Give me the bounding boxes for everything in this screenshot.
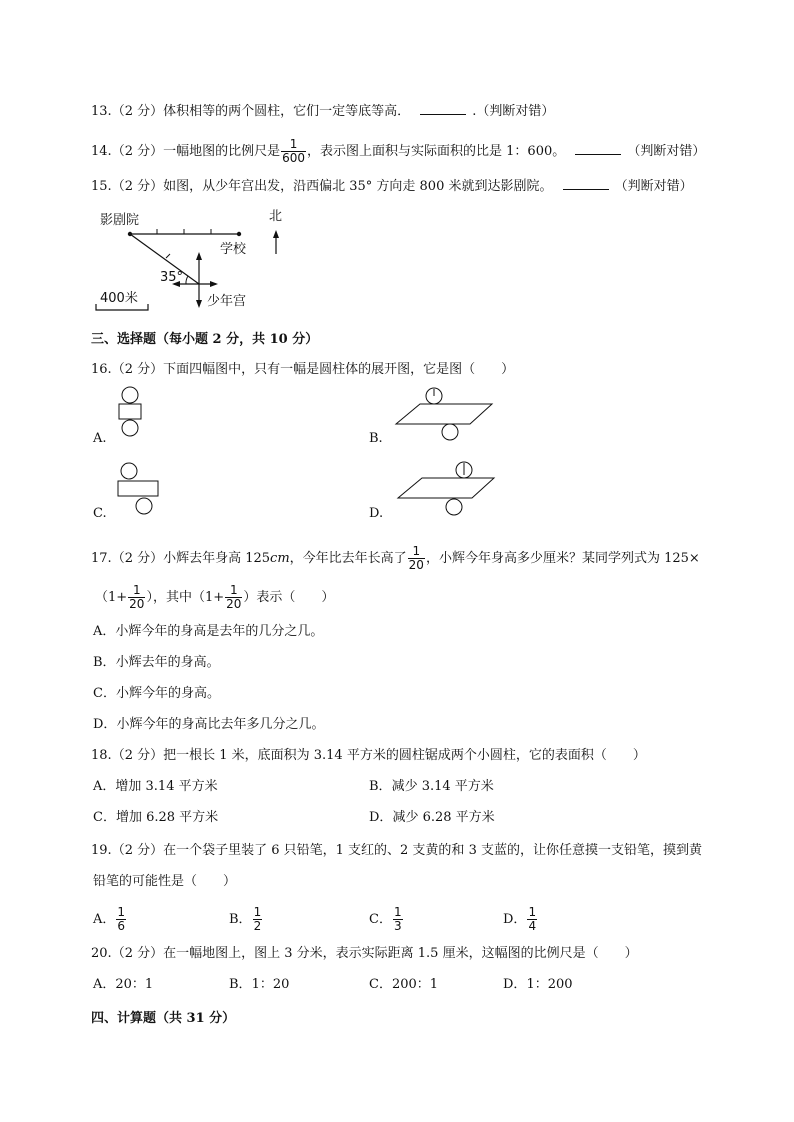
option-label: B． — [369, 779, 392, 794]
question-19 — [91, 843, 702, 859]
question-15 — [91, 177, 693, 195]
section-3-heading: 三、选择题（每小题 2 分，共 10 分） — [91, 332, 319, 347]
top-circle — [121, 463, 137, 479]
option-text: 200：1 — [391, 977, 439, 992]
fraction-numerator: 1 — [393, 905, 402, 919]
question-number: 20. — [91, 946, 112, 961]
option-label: A． — [93, 624, 116, 639]
question-17-line2 — [95, 584, 334, 611]
option-label: C． — [369, 977, 392, 992]
question-tail: （判断对错） — [627, 144, 706, 159]
fraction — [253, 906, 263, 933]
question-points: （2 分） — [111, 179, 164, 194]
fraction-denominator: 3 — [393, 919, 402, 933]
question-text: ）表示（ ） — [243, 590, 335, 605]
fraction-denominator: 600 — [282, 151, 306, 165]
q20-option-c[interactable] — [369, 977, 438, 993]
fraction-numerator: 1 — [229, 583, 238, 597]
fraction-numerator: 1 — [528, 905, 537, 919]
answer-blank[interactable] — [420, 102, 466, 115]
option-text: 小辉今年的身高是去年的几分之几。 — [115, 624, 324, 639]
question-20 — [91, 946, 638, 962]
question-number: 13. — [91, 104, 112, 119]
q20-option-a[interactable] — [93, 977, 153, 993]
option-label: A． — [93, 779, 116, 794]
bottom-circle — [122, 420, 138, 436]
q18-option-d[interactable] — [369, 810, 495, 826]
fraction — [527, 906, 537, 933]
option-label: A． — [93, 977, 116, 992]
youth-palace-label: 少年宫 — [207, 294, 247, 309]
q19-option-b[interactable] — [229, 903, 263, 937]
option-label: C． — [93, 810, 116, 825]
question-points: （2 分） — [111, 104, 164, 119]
question-points: （2 分） — [111, 551, 164, 566]
south-arrow-icon — [196, 300, 202, 308]
q17-option-b[interactable] — [93, 655, 220, 671]
north-label: 北 — [269, 209, 283, 224]
q19-option-c[interactable] — [369, 903, 404, 937]
option-label: A． — [93, 912, 116, 927]
fraction-numerator: 1 — [117, 905, 126, 919]
question-tail: （判断对错） — [614, 179, 693, 194]
fraction — [116, 906, 126, 933]
option-text: 20：1 — [115, 977, 154, 992]
answer-blank[interactable] — [563, 177, 609, 190]
question-text: ），其中（1+ — [146, 590, 225, 605]
bottom-circle — [136, 498, 152, 514]
north-indicator-icon — [273, 230, 279, 238]
option-label: C． — [93, 686, 116, 701]
question-text: （1+ — [95, 590, 128, 605]
option-text: 小辉去年的身高。 — [115, 655, 220, 670]
q17-option-c[interactable] — [93, 686, 220, 702]
fraction — [408, 545, 425, 572]
option-text: 增加 6.28 平方米 — [115, 810, 219, 825]
scale-label: 400米 — [100, 291, 138, 306]
option-text: 1：200 — [526, 977, 573, 992]
question-points: （2 分） — [111, 748, 164, 763]
unit: cm — [270, 551, 290, 566]
question-number: 14. — [91, 144, 112, 159]
figure-15-map — [90, 200, 300, 320]
q17-option-d[interactable] — [93, 717, 324, 733]
option-d-label[interactable]: D. — [369, 506, 384, 521]
question-number: 17. — [91, 551, 112, 566]
angle-label: 35° — [160, 270, 184, 285]
q18-option-a[interactable] — [93, 779, 218, 795]
option-b-figure — [392, 384, 502, 444]
question-text: 如图，从少年宫出发，沿西偏北 35° 方向走 800 米就到达影剧院。 — [163, 179, 553, 194]
option-a-figure — [115, 384, 151, 444]
bottom-circle — [446, 499, 462, 515]
side-rectangle — [118, 481, 158, 496]
option-text: 小辉今年的身高。 — [115, 686, 220, 701]
question-number: 16. — [91, 362, 112, 377]
fraction — [128, 584, 145, 611]
question-text: 在一幅地图上，图上 3 分米，表示实际距离 1.5 厘米，这幅图的比例尺是（ ） — [163, 946, 638, 961]
fraction — [281, 138, 306, 165]
question-points: （2 分） — [111, 843, 164, 858]
option-c-figure — [114, 460, 164, 520]
fraction-denominator: 20 — [226, 597, 242, 611]
question-points: （2 分） — [111, 946, 164, 961]
question-text: 下面四幅图中，只有一幅是圆柱体的展开图，它是图（ ） — [163, 362, 515, 377]
east-arrow-icon — [210, 281, 218, 287]
answer-blank[interactable] — [575, 142, 621, 155]
question-text: ，小辉今年身高多少厘米？某同学列式为 125× — [425, 551, 700, 566]
option-label: B． — [93, 655, 116, 670]
fraction-numerator: 1 — [289, 137, 298, 151]
bottom-circle — [442, 424, 458, 440]
fraction-numerator: 1 — [253, 905, 262, 919]
question-text: ，表示图上面积与实际面积的比是 1：600。 — [307, 144, 566, 159]
side-parallelogram — [396, 404, 492, 424]
option-c-label[interactable]: C. — [93, 506, 107, 521]
question-text: 一幅地图的比例尺是 — [163, 144, 281, 159]
fraction — [225, 584, 242, 611]
side-rectangle — [119, 404, 141, 419]
question-17 — [91, 545, 700, 572]
option-d-figure — [394, 457, 504, 521]
side-parallelogram — [398, 478, 494, 498]
top-circle — [122, 387, 138, 403]
fraction-denominator: 6 — [117, 919, 126, 933]
tick-mark — [166, 254, 170, 258]
option-b-label[interactable]: B. — [369, 431, 383, 446]
fraction-denominator: 4 — [528, 919, 537, 933]
option-text: 增加 3.14 平方米 — [115, 779, 218, 794]
q19-option-d[interactable] — [503, 903, 538, 937]
q19-option-a[interactable] — [93, 903, 127, 937]
option-label: B． — [229, 912, 252, 927]
option-label: D． — [503, 912, 527, 927]
option-label: B． — [229, 977, 252, 992]
theater-label: 影剧院 — [100, 213, 140, 228]
question-19-line2: 铅笔的可能性是（ ） — [93, 874, 237, 889]
q18-option-c[interactable] — [93, 810, 218, 826]
school-label: 学校 — [220, 242, 247, 257]
section-4-heading: 四、计算题（共 31 分） — [91, 1011, 236, 1026]
question-text: ，今年比去年长高了 — [289, 551, 407, 566]
question-13 — [91, 102, 554, 120]
option-a-label[interactable]: A. — [93, 431, 107, 446]
angle-arc — [186, 276, 188, 284]
option-text: 1：20 — [251, 977, 290, 992]
question-16 — [91, 362, 514, 378]
fraction-numerator: 1 — [132, 583, 141, 597]
q20-option-b[interactable] — [229, 977, 289, 993]
fraction-denominator: 2 — [253, 919, 262, 933]
fraction-denominator: 20 — [129, 597, 145, 611]
question-number: 18. — [91, 748, 112, 763]
question-number: 19. — [91, 843, 112, 858]
option-text: 小辉今年的身高比去年多几分之几。 — [116, 717, 325, 732]
question-14 — [91, 138, 705, 165]
question-text: 把一根长 1 米，底面积为 3.14 平方米的圆柱锯成两个小圆柱，它的表面积（ ） — [163, 748, 646, 763]
question-number: 15. — [91, 179, 112, 194]
question-tail: .（判断对错） — [472, 104, 555, 119]
question-18 — [91, 748, 646, 764]
question-points: （2 分） — [111, 144, 164, 159]
q20-option-d[interactable] — [503, 977, 573, 993]
q18-option-b[interactable] — [369, 779, 494, 795]
question-text: 在一个袋子里装了 6 只铅笔，1 支红的、2 支黄的和 3 支蓝的，让你任意摸一支铅笔，摸到黄 — [163, 843, 702, 858]
question-points: （2 分） — [111, 362, 164, 377]
option-text: 减少 3.14 平方米 — [391, 779, 494, 794]
question-text: 小辉去年身高 125 — [163, 551, 271, 566]
option-text: 减少 6.28 平方米 — [392, 810, 495, 825]
option-label: D． — [503, 977, 527, 992]
option-label: D． — [369, 810, 393, 825]
fraction — [393, 906, 403, 933]
fraction-numerator: 1 — [412, 544, 421, 558]
option-label: C． — [369, 912, 392, 927]
option-label: D． — [93, 717, 117, 732]
q17-option-a[interactable] — [93, 624, 323, 640]
school-point — [237, 232, 241, 236]
fraction-denominator: 20 — [408, 558, 424, 572]
question-text: 体积相等的两个圆柱，它们一定等底等高． — [163, 104, 411, 119]
north-arrow-icon — [196, 252, 202, 260]
